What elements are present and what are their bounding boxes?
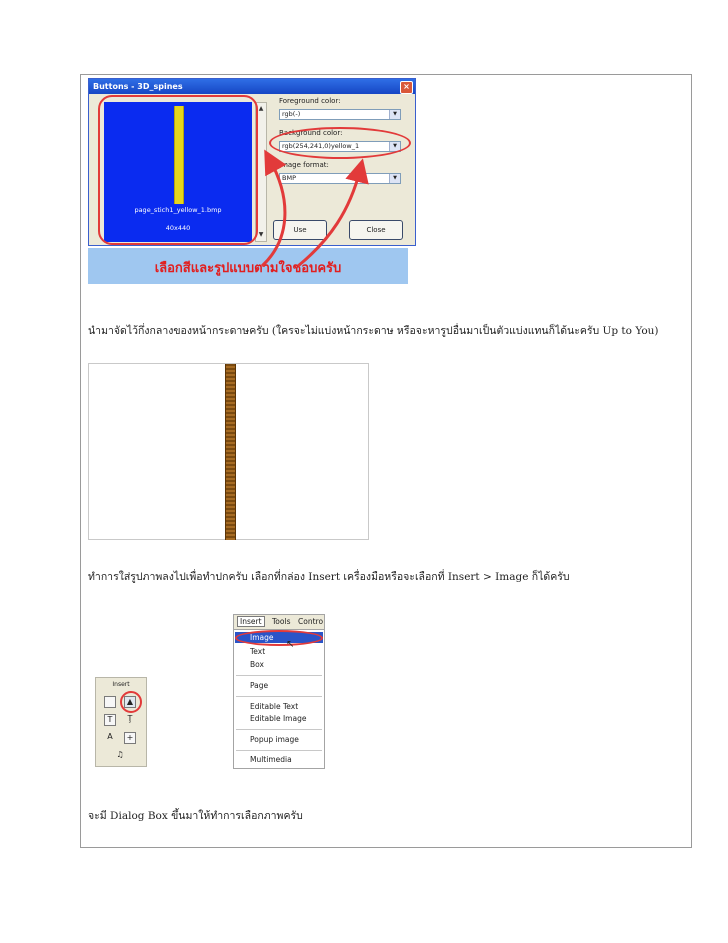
scroll-down-icon[interactable]: ▼ xyxy=(258,231,264,238)
foreground-value: rgb(-) xyxy=(282,110,301,118)
chevron-down-icon[interactable]: ▼ xyxy=(389,110,400,119)
menu-item-multimedia[interactable]: Multimedia xyxy=(250,755,292,764)
menu-image-highlight-ellipse xyxy=(235,630,323,646)
scroll-up-icon[interactable]: ▲ xyxy=(258,105,264,112)
menu-item-editable-image[interactable]: Editable Image xyxy=(250,714,307,723)
brown-spine xyxy=(225,364,236,540)
menu-separator xyxy=(236,696,322,697)
format-value: BMP xyxy=(282,174,296,182)
page-spine-preview xyxy=(88,363,369,540)
arrow-to-preview xyxy=(262,160,285,266)
insert-toolbox xyxy=(95,677,147,767)
insert-toolbox-title: Insert xyxy=(112,681,130,688)
paragraph-insert-image: ทำการใส่รูปภาพลงไปเพื่อทำปกครับ เลือกที่กล่อง Insert เครื่องมือหรือจะเลือกที่ Insert > Image ก็ได้ครับ xyxy=(88,571,570,583)
chevron-down-icon[interactable]: ▼ xyxy=(389,174,400,183)
close-icon[interactable]: × xyxy=(400,81,413,94)
menu-bar xyxy=(234,615,324,630)
menu-separator xyxy=(236,729,322,730)
paragraph-center-spine: นำมาจัดไว้กึ่งกลางของหน้ากระดาษครับ (ใครจะไม่แบ่งหน้ากระดาษ หรือจะหารูปอื่นมาเป็นตัวแบ่งแทนก็ได้นะครับ Up to You) xyxy=(88,325,659,337)
menu-item-image[interactable]: Image xyxy=(250,633,274,642)
background-label: Background color: xyxy=(279,129,343,137)
text-tool-icon[interactable]: T xyxy=(104,714,116,726)
format-label: Image format: xyxy=(279,161,329,169)
menu-control[interactable]: Contro xyxy=(298,617,324,626)
use-button[interactable]: Use xyxy=(273,220,327,240)
editable-image-tool-icon[interactable]: A xyxy=(107,732,113,741)
chevron-down-icon[interactable]: ▼ xyxy=(389,142,400,151)
mouse-cursor-icon: ↖ xyxy=(286,639,295,650)
insert-menu-screenshot xyxy=(233,614,325,769)
menu-separator xyxy=(236,750,322,751)
foreground-label: Foreground color: xyxy=(279,97,341,105)
multimedia-tool-icon[interactable]: ♫ xyxy=(116,750,124,759)
image-tool-highlight-circle xyxy=(120,691,142,713)
menu-item-editable-text[interactable]: Editable Text xyxy=(250,702,299,711)
preview-size: 40x440 xyxy=(165,224,191,232)
image-tool-icon[interactable]: ▲ xyxy=(124,696,136,708)
menu-item-text[interactable]: Text xyxy=(250,647,266,656)
dialog-title: Buttons - 3D_spines xyxy=(93,82,183,91)
arrow-to-background xyxy=(298,170,360,266)
menu-item-popup-image[interactable]: Popup image xyxy=(250,735,299,744)
close-button[interactable]: Close xyxy=(349,220,403,240)
preview-filename: page_stich1_yellow_1.bmp xyxy=(134,206,222,214)
menu-insert[interactable]: Insert xyxy=(237,616,265,627)
menu-tools[interactable]: Tools xyxy=(272,617,291,626)
menu-item-box[interactable]: Box xyxy=(250,660,264,669)
paragraph-dialog-box: จะมี Dialog Box ขึ้นมาให้ทำการเลือกภาพครับ xyxy=(88,810,303,822)
menu-item-page[interactable]: Page xyxy=(250,681,269,690)
box-tool-icon[interactable] xyxy=(104,696,116,708)
popup-image-tool-icon[interactable]: + xyxy=(124,732,136,744)
editable-text-tool-icon[interactable]: Ţ xyxy=(127,714,133,723)
menu-separator xyxy=(236,675,322,676)
background-value: rgb(254,241,0)yellow_1 xyxy=(282,142,360,150)
dialog-caption-text: เลือกสีและรูปแบบตามใจชอบครับ xyxy=(154,261,342,276)
